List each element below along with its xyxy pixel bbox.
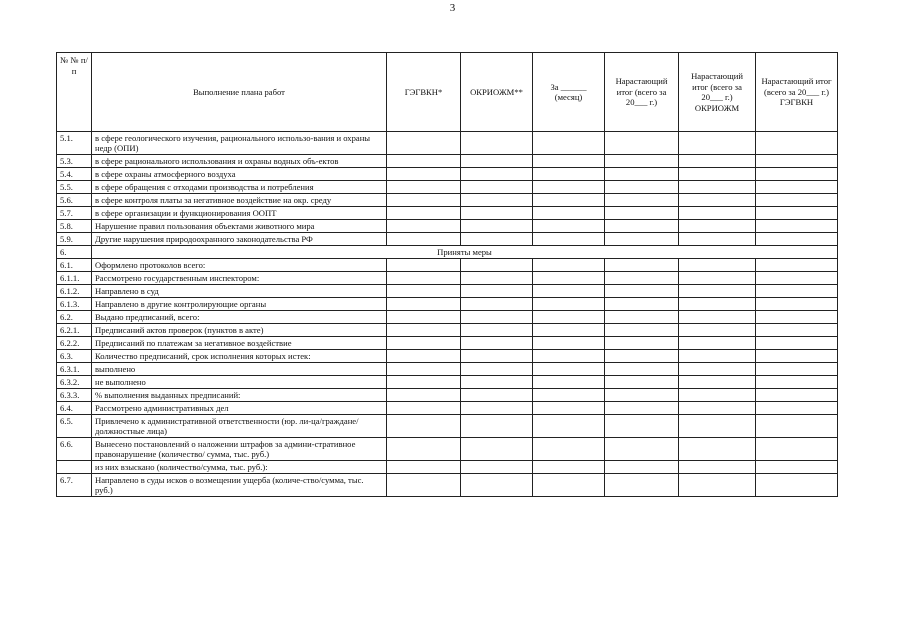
value-cell <box>605 474 679 497</box>
value-cell <box>533 363 605 376</box>
row-number: 6.6. <box>57 438 92 461</box>
value-cell <box>679 194 756 207</box>
value-cell <box>756 474 838 497</box>
table-row <box>57 389 838 402</box>
row-number: 6. <box>57 246 92 259</box>
row-number: 6.3.2. <box>57 376 92 389</box>
value-cell <box>605 194 679 207</box>
value-cell <box>756 402 838 415</box>
row-number: 5.6. <box>57 194 92 207</box>
table-row <box>57 337 838 350</box>
table-row <box>57 272 838 285</box>
value-cell <box>756 155 838 168</box>
value-cell <box>679 324 756 337</box>
value-cell <box>461 168 533 181</box>
value-cell <box>756 272 838 285</box>
row-description: Выдано предписаний, всего: <box>92 311 387 324</box>
row-number: 5.1. <box>57 132 92 155</box>
row-description: Направлено в другие контролирующие органы <box>92 298 387 311</box>
value-cell <box>679 207 756 220</box>
header-row <box>57 53 838 132</box>
value-cell <box>533 350 605 363</box>
table-row <box>57 298 838 311</box>
header-okriozhm: ОКРИОЖМ** <box>461 53 533 132</box>
value-cell <box>605 181 679 194</box>
value-cell <box>387 285 461 298</box>
value-cell <box>461 285 533 298</box>
value-cell <box>605 259 679 272</box>
header-total: Нарастающий итог (всего за 20___ г.) <box>605 53 679 132</box>
row-description: в сфере контроля платы за негативное воздействие на окр. среду <box>92 194 387 207</box>
table-row <box>57 461 838 474</box>
value-cell <box>387 220 461 233</box>
value-cell <box>679 285 756 298</box>
value-cell <box>461 259 533 272</box>
value-cell <box>679 155 756 168</box>
value-cell <box>461 461 533 474</box>
table-row <box>57 363 838 376</box>
row-description: Рассмотрено административных дел <box>92 402 387 415</box>
header-total-okriozhm: Нарастающий итог (всего за 20___ г.) ОКРИОЖМ <box>679 53 756 132</box>
value-cell <box>679 311 756 324</box>
value-cell <box>533 259 605 272</box>
value-cell <box>605 402 679 415</box>
value-cell <box>605 285 679 298</box>
value-cell <box>387 132 461 155</box>
value-cell <box>461 181 533 194</box>
row-number: 5.3. <box>57 155 92 168</box>
value-cell <box>387 155 461 168</box>
row-number: 6.4. <box>57 402 92 415</box>
value-cell <box>756 438 838 461</box>
value-cell <box>461 272 533 285</box>
value-cell <box>387 168 461 181</box>
table-row <box>57 168 838 181</box>
row-description: Нарушение правил пользования объектами животного мира <box>92 220 387 233</box>
value-cell <box>533 220 605 233</box>
value-cell <box>679 376 756 389</box>
value-cell <box>679 474 756 497</box>
value-cell <box>756 350 838 363</box>
value-cell <box>679 132 756 155</box>
value-cell <box>461 324 533 337</box>
row-number: 6.7. <box>57 474 92 497</box>
table-row <box>57 438 838 461</box>
row-description: Предписаний по платежам за негативное воздействие <box>92 337 387 350</box>
value-cell <box>461 155 533 168</box>
value-cell <box>461 311 533 324</box>
table-row <box>57 207 838 220</box>
value-cell <box>756 415 838 438</box>
value-cell <box>461 376 533 389</box>
value-cell <box>533 181 605 194</box>
row-number: 6.2.1. <box>57 324 92 337</box>
table-row <box>57 402 838 415</box>
value-cell <box>605 168 679 181</box>
value-cell <box>533 337 605 350</box>
table-row <box>57 350 838 363</box>
page-number: 3 <box>449 2 456 14</box>
value-cell <box>679 461 756 474</box>
table-row <box>57 311 838 324</box>
value-cell <box>756 363 838 376</box>
row-number: 6.1.2. <box>57 285 92 298</box>
row-number: 5.9. <box>57 233 92 246</box>
table-row <box>57 259 838 272</box>
value-cell <box>605 438 679 461</box>
table-row <box>57 415 838 438</box>
row-description: Вынесено постановлений о наложении штрафов за админи-стративное правонарушение (количество/ сумма, тыс. руб.) <box>92 438 387 461</box>
value-cell <box>461 363 533 376</box>
value-cell <box>387 402 461 415</box>
row-number <box>57 461 92 474</box>
row-number: 6.1.1. <box>57 272 92 285</box>
value-cell <box>679 220 756 233</box>
value-cell <box>679 389 756 402</box>
value-cell <box>756 220 838 233</box>
value-cell <box>756 298 838 311</box>
row-number: 6.5. <box>57 415 92 438</box>
value-cell <box>679 233 756 246</box>
value-cell <box>387 311 461 324</box>
table-row <box>57 285 838 298</box>
value-cell <box>461 350 533 363</box>
value-cell <box>461 298 533 311</box>
value-cell <box>533 311 605 324</box>
value-cell <box>679 363 756 376</box>
value-cell <box>679 337 756 350</box>
value-cell <box>679 298 756 311</box>
value-cell <box>387 389 461 402</box>
header-number: № № п/п <box>57 53 92 132</box>
row-description: Другие нарушения природоохранного законодательства РФ <box>92 233 387 246</box>
section-title: Приняты меры <box>92 246 838 259</box>
value-cell <box>533 376 605 389</box>
value-cell <box>461 389 533 402</box>
value-cell <box>679 259 756 272</box>
value-cell <box>387 233 461 246</box>
value-cell <box>533 272 605 285</box>
value-cell <box>461 402 533 415</box>
table-row <box>57 246 838 259</box>
value-cell <box>679 272 756 285</box>
value-cell <box>387 181 461 194</box>
row-number: 5.4. <box>57 168 92 181</box>
value-cell <box>387 298 461 311</box>
row-description: не выполнено <box>92 376 387 389</box>
value-cell <box>461 337 533 350</box>
value-cell <box>533 415 605 438</box>
value-cell <box>461 194 533 207</box>
value-cell <box>533 474 605 497</box>
row-description: в сфере геологического изучения, рационального использо-вания и охраны недр (ОПИ) <box>92 132 387 155</box>
header-gegvkn: ГЭГВКН* <box>387 53 461 132</box>
table-row <box>57 233 838 246</box>
row-description: в сфере охраны атмосферного воздуха <box>92 168 387 181</box>
value-cell <box>387 350 461 363</box>
value-cell <box>605 207 679 220</box>
value-cell <box>387 207 461 220</box>
value-cell <box>605 350 679 363</box>
header-month: За ______ (месяц) <box>533 53 605 132</box>
value-cell <box>605 298 679 311</box>
row-number: 6.1.3. <box>57 298 92 311</box>
value-cell <box>756 461 838 474</box>
table-row <box>57 474 838 497</box>
value-cell <box>533 194 605 207</box>
value-cell <box>605 272 679 285</box>
table-row <box>57 181 838 194</box>
value-cell <box>605 461 679 474</box>
value-cell <box>461 233 533 246</box>
value-cell <box>533 402 605 415</box>
row-description: из них взыскано (количество/сумма, тыс. руб.): <box>92 461 387 474</box>
row-number: 6.2.2. <box>57 337 92 350</box>
value-cell <box>679 168 756 181</box>
row-description: в сфере организации и функционирования ООПТ <box>92 207 387 220</box>
value-cell <box>679 181 756 194</box>
report-table <box>56 52 838 497</box>
value-cell <box>605 324 679 337</box>
row-description: выполнено <box>92 363 387 376</box>
value-cell <box>605 233 679 246</box>
row-number: 6.3.1. <box>57 363 92 376</box>
table-row <box>57 155 838 168</box>
table-row <box>57 324 838 337</box>
value-cell <box>756 132 838 155</box>
value-cell <box>533 298 605 311</box>
value-cell <box>756 285 838 298</box>
value-cell <box>387 324 461 337</box>
value-cell <box>461 220 533 233</box>
value-cell <box>461 474 533 497</box>
value-cell <box>605 155 679 168</box>
header-total-gegvkn: Нарастающий итог (всего за 20___ г.) ГЭГВКН <box>756 53 838 132</box>
value-cell <box>679 402 756 415</box>
value-cell <box>387 337 461 350</box>
value-cell <box>605 415 679 438</box>
value-cell <box>533 324 605 337</box>
value-cell <box>533 438 605 461</box>
value-cell <box>387 376 461 389</box>
value-cell <box>387 474 461 497</box>
row-number: 5.5. <box>57 181 92 194</box>
table-row <box>57 194 838 207</box>
value-cell <box>756 233 838 246</box>
value-cell <box>387 194 461 207</box>
value-cell <box>387 259 461 272</box>
table-row <box>57 220 838 233</box>
row-number: 6.1. <box>57 259 92 272</box>
value-cell <box>533 285 605 298</box>
row-description: Количество предписаний, срок исполнения которых истек: <box>92 350 387 363</box>
value-cell <box>387 415 461 438</box>
row-description: Привлечено к административной ответственности (юр. ли-ца/граждане/должностные лица) <box>92 415 387 438</box>
header-plan: Выполнение плана работ <box>92 53 387 132</box>
row-number: 5.8. <box>57 220 92 233</box>
value-cell <box>679 350 756 363</box>
table-row <box>57 376 838 389</box>
row-description: Рассмотрено государственным инспектором: <box>92 272 387 285</box>
value-cell <box>756 389 838 402</box>
value-cell <box>756 168 838 181</box>
row-number: 6.3.3. <box>57 389 92 402</box>
value-cell <box>679 415 756 438</box>
value-cell <box>533 168 605 181</box>
row-description: Предписаний актов проверок (пунктов в акте) <box>92 324 387 337</box>
value-cell <box>387 438 461 461</box>
row-number: 6.3. <box>57 350 92 363</box>
value-cell <box>679 438 756 461</box>
value-cell <box>461 132 533 155</box>
row-description: Оформлено протоколов всего: <box>92 259 387 272</box>
row-description: в сфере обращения с отходами производства и потребления <box>92 181 387 194</box>
row-number: 5.7. <box>57 207 92 220</box>
value-cell <box>387 461 461 474</box>
value-cell <box>461 207 533 220</box>
value-cell <box>605 220 679 233</box>
value-cell <box>461 438 533 461</box>
row-description: Направлено в суды исков о возмещении ущерба (количе-ство/сумма, тыс. руб.) <box>92 474 387 497</box>
row-description: Направлено в суд <box>92 285 387 298</box>
row-description: % выполнения выданных предписаний: <box>92 389 387 402</box>
value-cell <box>756 376 838 389</box>
value-cell <box>756 194 838 207</box>
value-cell <box>533 389 605 402</box>
value-cell <box>605 389 679 402</box>
value-cell <box>756 324 838 337</box>
value-cell <box>756 259 838 272</box>
value-cell <box>387 272 461 285</box>
value-cell <box>461 415 533 438</box>
value-cell <box>533 132 605 155</box>
value-cell <box>756 311 838 324</box>
value-cell <box>605 376 679 389</box>
value-cell <box>605 132 679 155</box>
value-cell <box>533 155 605 168</box>
row-description: в сфере рационального использования и охраны водных объ-ектов <box>92 155 387 168</box>
value-cell <box>533 461 605 474</box>
value-cell <box>533 233 605 246</box>
value-cell <box>605 363 679 376</box>
value-cell <box>387 363 461 376</box>
value-cell <box>605 311 679 324</box>
value-cell <box>756 181 838 194</box>
value-cell <box>756 207 838 220</box>
table-row <box>57 132 838 155</box>
row-number: 6.2. <box>57 311 92 324</box>
value-cell <box>605 337 679 350</box>
value-cell <box>533 207 605 220</box>
value-cell <box>756 337 838 350</box>
